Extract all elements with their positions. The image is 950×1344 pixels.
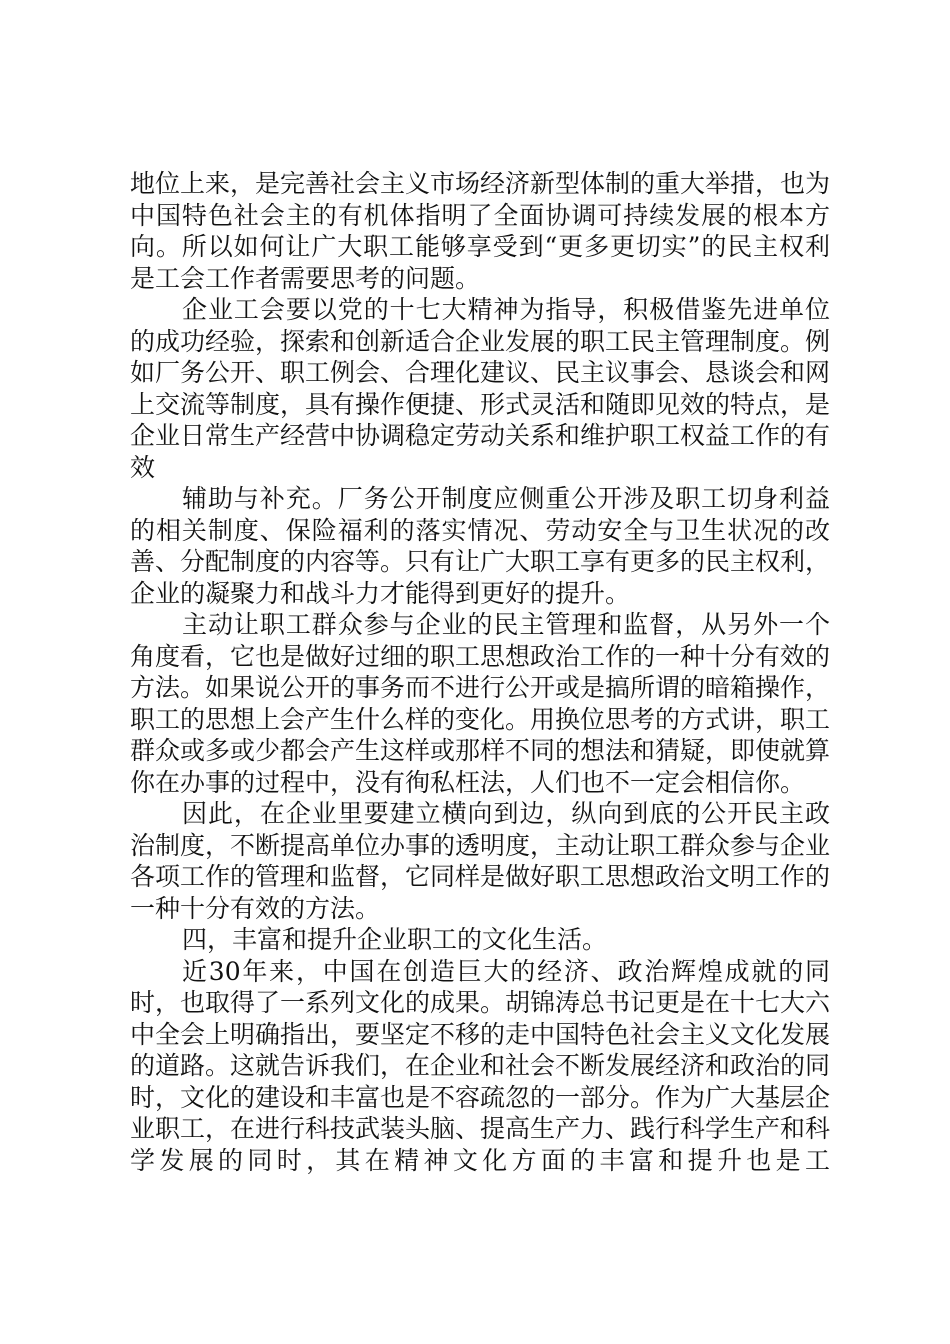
- paragraph-6: 近30年来，中国在创造巨大的经济、政治辉煌成就的同时，也取得了一系列文化的成果。胡锦涛总书记更是在十七大六中全会上明确指出，要坚定不移的走中国特色社会主义文化发展的道路。这就告诉我们，在企业和社会不断发展经济和政治的同时，文化的建设和丰富也是不容疏忽的一部分。作为广大基层企业职工，在进行科技武装头脑、提高生产力、践行科学生产和科学发展的同时，其在精神文化方面的丰富和提升也是工: [130, 956, 831, 1175]
- paragraph-1: 地位上来，是完善社会主义市场经济新型体制的重大举措，也为中国特色社会主的有机体指明了全面协调可持续发展的根本方向。所以如何让广大职工能够享受到“更多更切实”的民主权利是工会工作者需要思考的问题。: [130, 169, 831, 293]
- section-heading: 四，丰富和提升企业职工的文化生活。: [182, 925, 608, 954]
- paragraph-4: 主动让职工群众参与企业的民主管理和监督，从另外一个角度看，它也是做好过细的职工思想政治工作的一种十分有效的方法。如果说公开的事务而不进行公开或是搞所谓的暗箱操作，职工的思想上会产生什么样的变化。用换位思考的方式讲，职工群众或多或少都会产生这样或那样不同的想法和猜疑，即使就算你在办事的过程中，没有徇私枉法，人们也不一定会相信你。: [130, 610, 831, 797]
- paragraph-2: 企业工会要以党的十七大精神为指导，积极借鉴先进单位的成功经验，探索和创新适合企业发展的职工民主管理制度。例如厂务公开、职工例会、合理化建议、民主议事会、恳谈会和网上交流等制度，具有操作便捷、形式灵活和随即见效的特点，是企业日常生产经营中协调稳定劳动关系和维护职工权益工作的有效: [130, 295, 831, 482]
- paragraph-5: 因此，在企业里要建立横向到边，纵向到底的公开民主政治制度，不断提高单位办事的透明度，主动让职工群众参与企业各项工作的管理和监督，它同样是做好职工思想政治文明工作的一种十分有效的方法。: [130, 799, 831, 923]
- document-body: [130, 168, 830, 1176]
- paragraph-3: 辅助与补充。厂务公开制度应侧重公开涉及职工切身利益的相关制度、保险福利的落实情况、劳动安全与卫生状况的改善、分配制度的内容等。只有让广大职工享有更多的民主权利，企业的凝聚力和战斗力才能得到更好的提升。: [130, 484, 831, 608]
